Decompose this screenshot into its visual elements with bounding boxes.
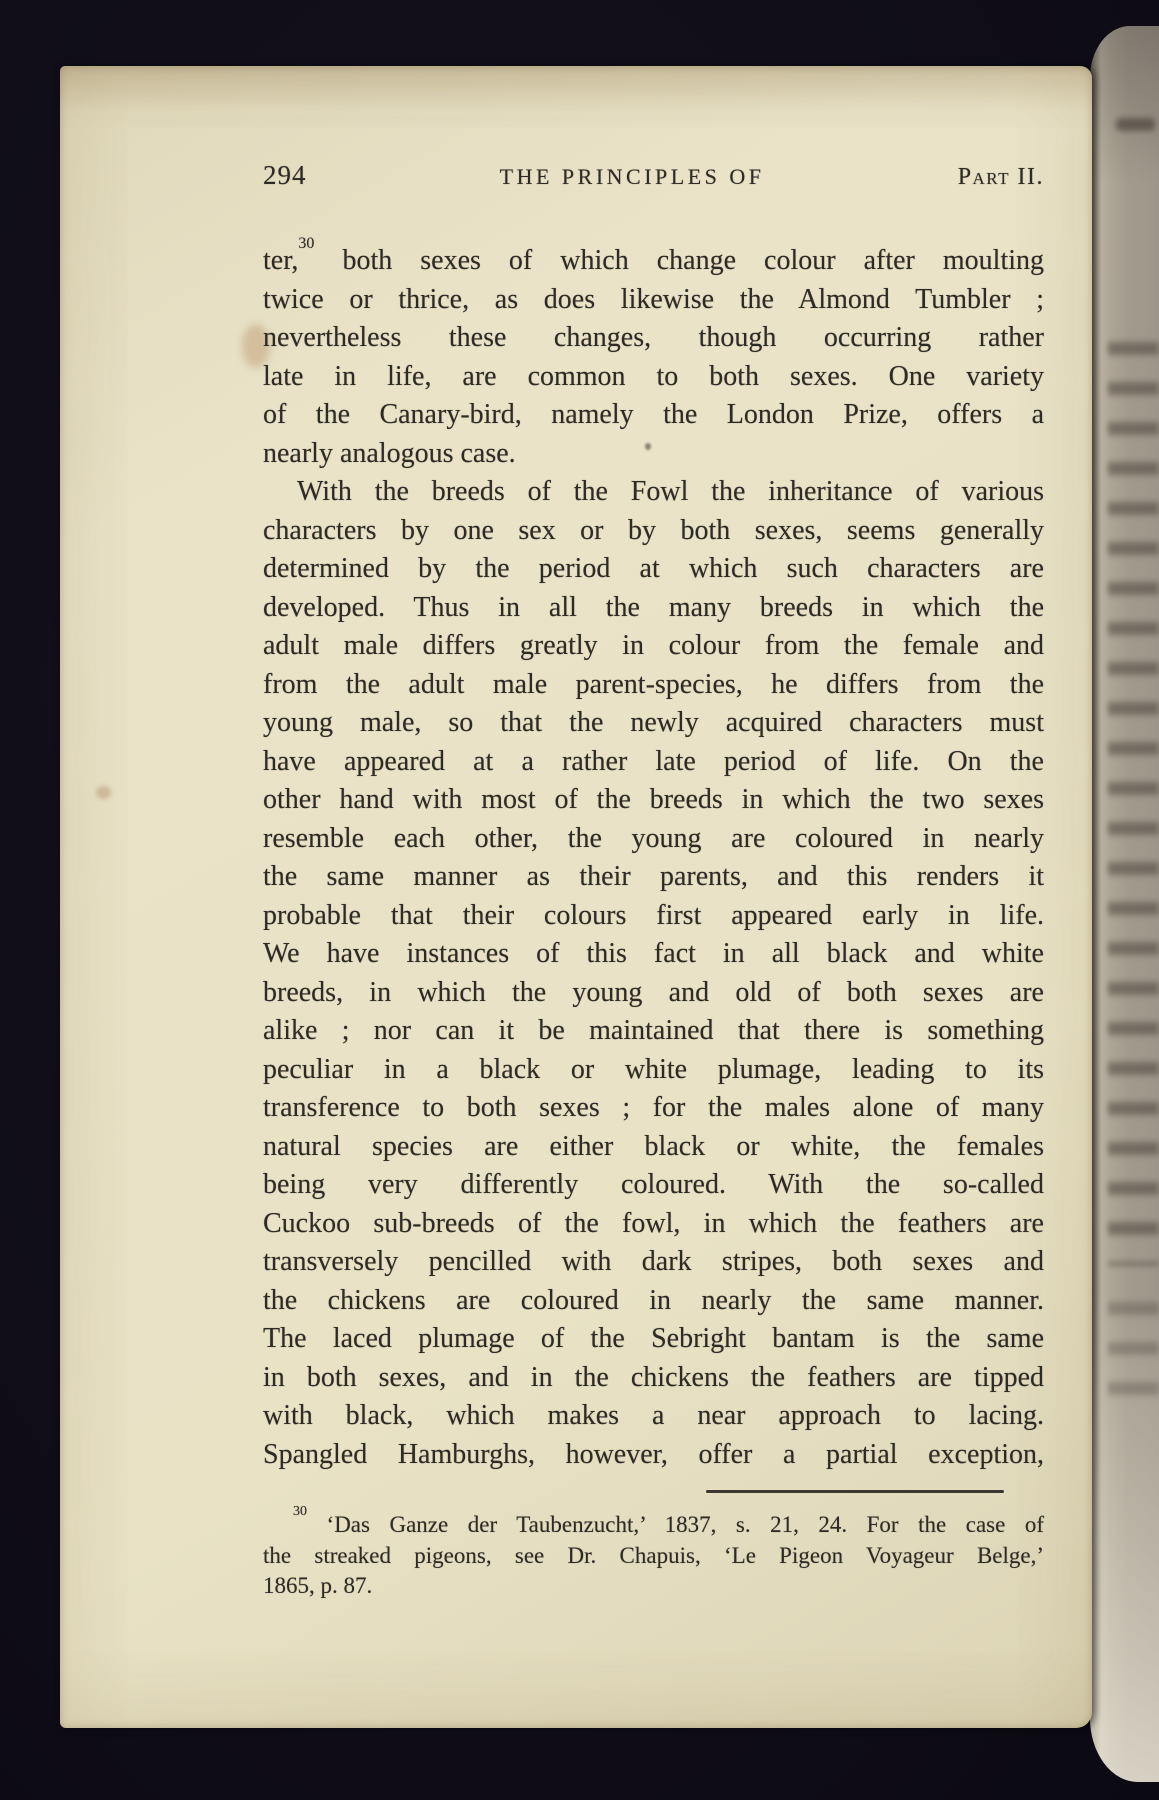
text-line: transference to both sexes ; for the males alone of many (263, 1092, 1044, 1123)
text-line: have appeared at a rather late period of life. On the (263, 745, 1044, 777)
text-line: Cuckoo sub-breeds of the fowl, in which the feathers are (263, 1207, 1044, 1239)
book-page (60, 66, 1092, 1728)
text-line: the chickens are coloured in nearly the same manner. (263, 1284, 1044, 1316)
text-line: The laced plumage of the Sebright bantam is the same (263, 1323, 1044, 1354)
text-fragment: ter, (263, 245, 299, 276)
text-line: probable that their colours first appeared early in life. (263, 899, 1044, 931)
footnote-marker: 30 (293, 1504, 307, 1520)
footnote (263, 1504, 1044, 1602)
text-line: with black, which makes a near approach to lacing. (263, 1400, 1044, 1431)
text-line: With the breeds of the Fowl the inheritance of various (297, 476, 1044, 507)
text-line: from the adult male parent-species, he differs from the (263, 668, 1044, 700)
text-line: twice or thrice, as does likewise the Almond Tumbler ; (263, 283, 1044, 315)
text-line: determined by the period at which such characters are (263, 553, 1044, 584)
text-line: alike ; nor can it be maintained that there is something (263, 1015, 1044, 1046)
text-line: late in life, are common to both sexes. One variety (263, 360, 1044, 392)
text-line (263, 234, 1044, 281)
footnote-line: the streaked pigeons, see Dr. Chapuis, ‘Le Pigeon Voyageur Belge,’ (263, 1542, 1044, 1568)
text-line: of the Canary-bird, namely the London Prize, offers a (263, 399, 1044, 430)
footnote-text: ‘Das Ganze der Taubenzucht,’ 1837, s. 21, 24. For the case of (326, 1512, 1044, 1537)
page-number: 294 (263, 160, 307, 190)
text-line: young male, so that the newly acquired characters must (263, 707, 1044, 738)
text-line: adult male differs greatly in colour from the female and (263, 630, 1044, 661)
text-fragment: both sexes of which change colour after moulting (342, 245, 1044, 276)
text-line: natural species are either black or white, the females (263, 1130, 1044, 1162)
footnote-line: 1865, p. 87. (263, 1573, 373, 1598)
next-page-blurred-text (1108, 328, 1159, 1266)
text-line: peculiar in a black or white plumage, leading to its (263, 1053, 1044, 1085)
text-line: developed. Thus in all the many breeds in which the (263, 591, 1044, 623)
part-label: Part II. (957, 164, 1044, 190)
text-line: Spangled Hamburghs, however, offer a partial exception, (263, 1438, 1044, 1470)
body-text (263, 234, 1044, 1474)
text-line: nevertheless these changes, though occurring rather (263, 322, 1044, 353)
text-line: characters by one sex or by both sexes, seems generally (263, 514, 1044, 546)
text-line: the same manner as their parents, and this renders it (263, 861, 1044, 892)
next-page-blurred-header (1116, 118, 1155, 131)
text-line: breeds, in which the young and old of both sexes are (263, 976, 1044, 1008)
page-stain (96, 786, 111, 799)
text-line: transversely pencilled with dark stripes, both sexes and (263, 1246, 1044, 1277)
text-line: We have instances of this fact in all black and white (263, 938, 1044, 969)
text-line: nearly analogous case. (263, 437, 516, 469)
fore-edge-pages (1090, 26, 1159, 1782)
text-line: in both sexes, and in the chickens the feathers are tipped (263, 1361, 1044, 1393)
text-line: other hand with most of the breeds in which the two sexes (263, 784, 1044, 815)
text-line: being very differently coloured. With the so-called (263, 1169, 1044, 1200)
running-title: THE PRINCIPLES OF (499, 164, 765, 189)
page-header (263, 160, 1044, 191)
footnote-rule (706, 1490, 1004, 1493)
footnote-reference: 30 (298, 234, 315, 252)
footnote-line (263, 1504, 1044, 1541)
text-line: resemble each other, the young are coloured in nearly (263, 822, 1044, 854)
next-page-blurred-text-lower (1108, 1288, 1159, 1408)
